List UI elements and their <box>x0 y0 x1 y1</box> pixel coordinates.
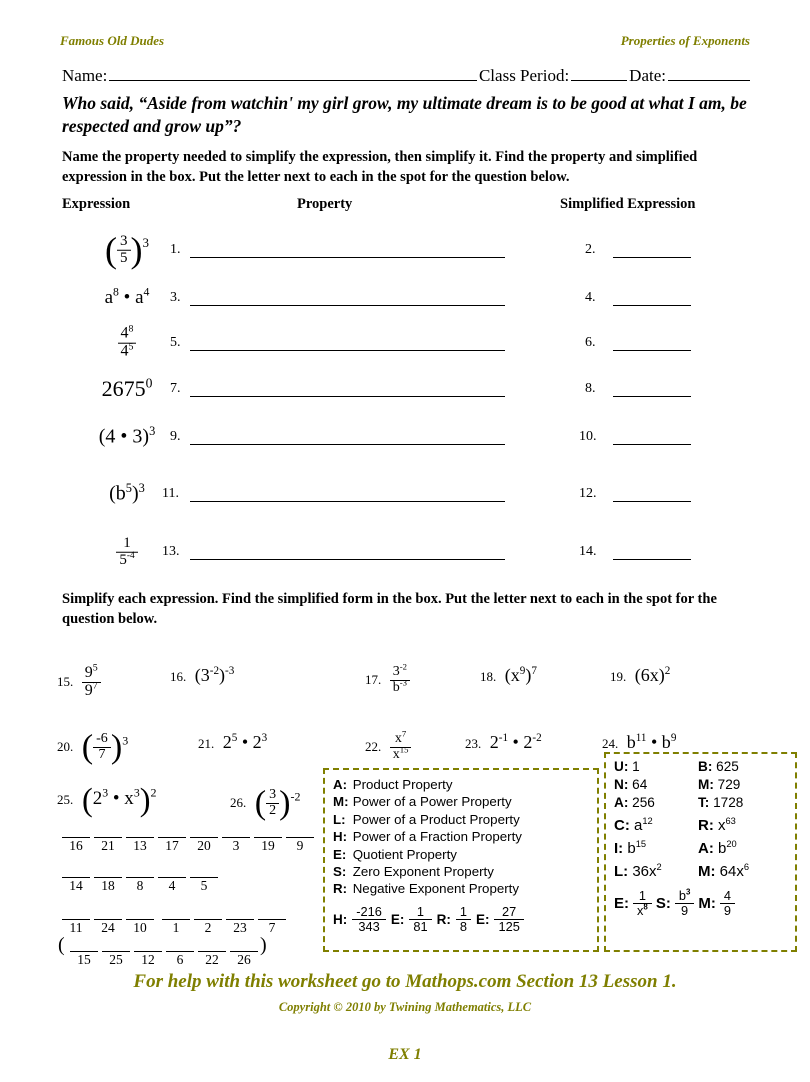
problem-number-6: 6. <box>585 335 596 350</box>
fraction-letter: R: <box>436 912 451 928</box>
class-period-label: Class Period: <box>478 66 570 85</box>
expression-3: $\frac{4^8}{4^5}$ <box>62 326 192 361</box>
answer-blank-4[interactable] <box>613 304 691 306</box>
column-header-simplified: Simplified Expression <box>560 196 696 212</box>
blank-cell[interactable]: 22 <box>198 938 226 967</box>
answer-entry: T: 1728 <box>698 795 744 810</box>
problem-number-7: 7. <box>170 381 181 396</box>
blank-cell[interactable]: 7 <box>258 906 286 935</box>
property-entry <box>333 880 597 897</box>
problem-number-9: 9. <box>170 429 181 444</box>
directions-part-one: Name the property needed to simplify the expression, then simplify it. Find the property and simplified expression in the box. Put the letter next to each in the spot for the question below. <box>62 149 698 185</box>
blank-cell[interactable]: 4 <box>158 864 186 893</box>
blank-cell[interactable]: 6 <box>166 938 194 967</box>
property-entry <box>333 811 597 828</box>
column-header-expression: Expression <box>62 196 131 212</box>
blank-cell[interactable]: 26 <box>230 938 258 967</box>
worksheet-header <box>60 33 750 49</box>
problem-number-8: 8. <box>585 381 596 396</box>
property-letter: L: <box>333 811 346 827</box>
answer-blank-row-3 <box>62 906 327 938</box>
blank-cell[interactable]: 2 <box>194 906 222 935</box>
property-text: Zero Exponent Property <box>352 864 494 880</box>
problem-number-10: 10. <box>579 429 597 444</box>
expression-1: ( $\frac{3}{5}$ )$^3$ <box>104 229 150 270</box>
blank-cell[interactable]: 5 <box>190 864 218 893</box>
name-label: Name: <box>62 66 108 85</box>
answer-entry: N: 64 <box>614 777 648 792</box>
problem-22: 22. $\frac{x^7}{x^{15}}$ <box>365 732 411 762</box>
date-input-blank[interactable] <box>668 67 750 81</box>
fraction-value: 1 8 <box>455 905 472 935</box>
blank-cell[interactable]: 8 <box>126 864 154 893</box>
expression-6: $(b^5)^3$ <box>109 480 145 505</box>
problem-number-1: 1. <box>170 242 181 257</box>
problem-number-5: 5. <box>170 335 181 350</box>
property-letter: H: <box>333 829 348 845</box>
answer-entry: I: $b^{15}$ <box>614 839 647 857</box>
fraction-letter: E: <box>614 895 629 913</box>
blank-cell[interactable]: 25 <box>102 938 130 967</box>
answer-blank-row-1 <box>62 824 327 864</box>
blank-cell[interactable]: 13 <box>126 824 154 853</box>
fraction-value: $b^3$ 9 <box>674 889 696 919</box>
fraction-letter: H: <box>333 912 348 928</box>
blank-cell[interactable]: 24 <box>94 906 122 935</box>
problem-number-13: 13. <box>162 544 180 559</box>
answer-entry: M: $64x^6$ <box>698 862 750 880</box>
property-letter: R: <box>333 881 348 897</box>
fraction-value: 27 125 <box>493 905 524 935</box>
class-period-input-blank[interactable] <box>571 67 627 81</box>
problem-number-25: 25. <box>57 792 74 807</box>
fraction-value: 1 81 <box>408 905 432 935</box>
problem-number-21: 21. <box>198 736 215 751</box>
fraction-value: -216 343 <box>351 905 387 935</box>
problem-21: 21. $2^5$ • $2^3$ <box>198 732 268 752</box>
answer-blank-6[interactable] <box>613 349 691 351</box>
property-entry <box>333 776 597 793</box>
fraction-letter: E: <box>390 912 405 928</box>
answer-exponent-grid <box>614 817 795 880</box>
problem-17: 17. $\frac{3^{-2}}{b^{-3}}$ <box>365 665 410 695</box>
property-letter: M: <box>333 794 349 810</box>
problem-26: 26. ( $\frac{3}{2}$ )$^{-2}$ <box>230 784 301 822</box>
answer-blank-10[interactable] <box>613 443 691 445</box>
blank-cell[interactable]: 18 <box>94 864 122 893</box>
blank-cell[interactable]: 15 <box>70 938 98 967</box>
expression-7: $\frac{1}{5^{-4}}$ <box>62 536 192 569</box>
answer-entry: C: $a^{12}$ <box>614 816 653 834</box>
column-header-property: Property <box>297 196 353 212</box>
answer-entry: A: 256 <box>614 795 655 810</box>
problem-number-12: 12. <box>579 486 597 501</box>
name-input-blank[interactable] <box>109 67 477 81</box>
answer-blank-5[interactable] <box>190 349 505 351</box>
answer-blank-14[interactable] <box>613 558 691 560</box>
problem-23: 23. $2^{-1}$ • $2^{-2}$ <box>465 732 542 752</box>
problem-18: 18. $(x^9)^7$ <box>480 665 537 685</box>
problem-number-20: 20. <box>57 739 74 755</box>
fraction-letter: M: <box>698 895 716 913</box>
answer-entry: U: 1 <box>614 759 640 774</box>
property-text: Power of a Product Property <box>352 811 520 827</box>
problem-number-19: 19. <box>610 669 627 684</box>
problem-number-2: 2. <box>585 242 596 257</box>
riddle-answer-blanks <box>58 824 327 972</box>
answer-entry: R: $x^{63}$ <box>698 816 736 834</box>
blank-cell[interactable]: 14 <box>62 864 90 893</box>
problem-16: 16. $(3^{-2})^{-3}$ <box>170 665 235 685</box>
expression-2: $a^8$ • $a^4$ <box>104 285 150 308</box>
answer-entry: B: 625 <box>698 759 739 774</box>
answer-blank-9[interactable] <box>190 443 505 445</box>
property-fraction-row <box>333 905 597 935</box>
fraction-letter: E: <box>475 912 490 928</box>
blank-cell[interactable]: 20 <box>190 824 218 853</box>
property-entry <box>333 793 597 810</box>
problem-20: 20. ( $\frac{-6}{7}$ )$^3$ <box>57 728 129 766</box>
problem-number-24: 24. <box>602 736 619 751</box>
problem-number-14: 14. <box>579 544 597 559</box>
expression-5: (4 • 3)$^3$ <box>98 423 156 448</box>
problem-number-22: 22. <box>365 739 382 755</box>
footer-code: EX 1 <box>388 1046 422 1063</box>
property-letter: A: <box>333 777 348 792</box>
blank-cell[interactable]: 1 <box>162 906 190 935</box>
problem-19: 19. $(6x)^2$ <box>610 665 671 685</box>
blank-cell[interactable]: 19 <box>254 824 282 853</box>
fraction-value: 1 $x^8$ <box>632 889 653 919</box>
answer-entry: M: 729 <box>698 777 741 792</box>
property-answer-box <box>323 768 599 952</box>
blank-cell[interactable]: 21 <box>94 824 122 853</box>
answer-blank-11[interactable] <box>190 500 505 502</box>
property-entry <box>333 846 597 863</box>
property-letter: E: <box>333 846 347 862</box>
property-entry <box>333 828 597 845</box>
answer-plain-grid <box>614 759 795 810</box>
fraction-letter: S: <box>655 895 671 913</box>
problem-number-11: 11. <box>162 486 179 501</box>
blank-cell[interactable]: 23 <box>226 906 254 935</box>
property-text: Quotient Property <box>352 846 457 862</box>
blank-cell[interactable]: 12 <box>134 938 162 967</box>
blank-cell[interactable]: 17 <box>158 824 186 853</box>
property-text: Negative Exponent Property <box>352 881 520 897</box>
answer-blank-12[interactable] <box>613 500 691 502</box>
property-letter: S: <box>333 864 347 880</box>
student-info-line <box>62 66 752 86</box>
problem-number-17: 17. <box>365 672 382 688</box>
problem-number-15: 15. <box>57 674 74 690</box>
fraction-value: 4 9 <box>719 889 736 919</box>
property-text: Product Property <box>352 777 453 792</box>
header-left-title: Famous Old Dudes <box>60 33 165 48</box>
problem-number-18: 18. <box>480 669 497 684</box>
problem-number-16: 16. <box>170 669 187 684</box>
header-right-title: Properties of Exponents <box>620 33 750 48</box>
property-text: Power of a Power Property <box>352 794 512 810</box>
property-list <box>333 776 597 898</box>
problem-number-3: 3. <box>170 290 181 305</box>
blank-cell[interactable]: 9 <box>286 824 314 853</box>
answer-blank-1[interactable] <box>190 256 505 258</box>
footer-help-text: For help with this worksheet go to Mathops.com Section 13 Lesson 1. <box>133 971 677 992</box>
footer-copyright: Copyright © 2010 by Twining Mathematics, LLC <box>278 1000 532 1014</box>
problem-number-4: 4. <box>585 290 596 305</box>
blank-cell[interactable]: 16 <box>62 824 90 853</box>
directions-part-two: Simplify each expression. Find the simplified form in the box. Put the letter next to each in the spot for the question below. <box>62 591 717 627</box>
answer-blank-2[interactable] <box>613 256 691 258</box>
answer-entry: A: $b^{20}$ <box>698 839 737 857</box>
problem-number-23: 23. <box>465 736 482 751</box>
answer-blank-row-2 <box>62 864 327 906</box>
property-text: Power of a Fraction Property <box>352 829 522 845</box>
problem-number-26: 26. <box>230 795 247 811</box>
answer-blank-8[interactable] <box>613 395 691 397</box>
expression-4: 2675$^0$ <box>101 375 153 401</box>
problem-24: 24. $b^{11}$ • $b^9$ <box>602 732 677 752</box>
riddle-question: Who said, “Aside from watchin' my girl grow, my ultimate dream is to be good at what I am, be respected and grow up”? <box>62 93 747 136</box>
answer-blank-row-4 <box>58 934 327 972</box>
answer-entry: L: $36x^2$ <box>614 862 662 880</box>
problem-25: 25. ($2^3$ • $x^3)^2$ <box>57 781 157 818</box>
answer-blank-3[interactable] <box>190 304 505 306</box>
open-paren: ( <box>58 934 65 956</box>
problem-15: 15. $\frac{9^5}{9^7}$ <box>57 665 101 700</box>
date-label: Date: <box>629 66 666 85</box>
answer-blank-13[interactable] <box>190 558 505 560</box>
answer-fraction-row <box>614 889 795 919</box>
blank-cell[interactable]: 11 <box>62 906 90 935</box>
close-paren: ) <box>260 934 267 956</box>
blank-cell[interactable]: 10 <box>126 906 154 935</box>
blank-cell[interactable]: 3 <box>222 824 250 853</box>
simplified-answer-box <box>604 752 797 952</box>
answer-blank-7[interactable] <box>190 395 505 397</box>
property-entry <box>333 863 597 880</box>
